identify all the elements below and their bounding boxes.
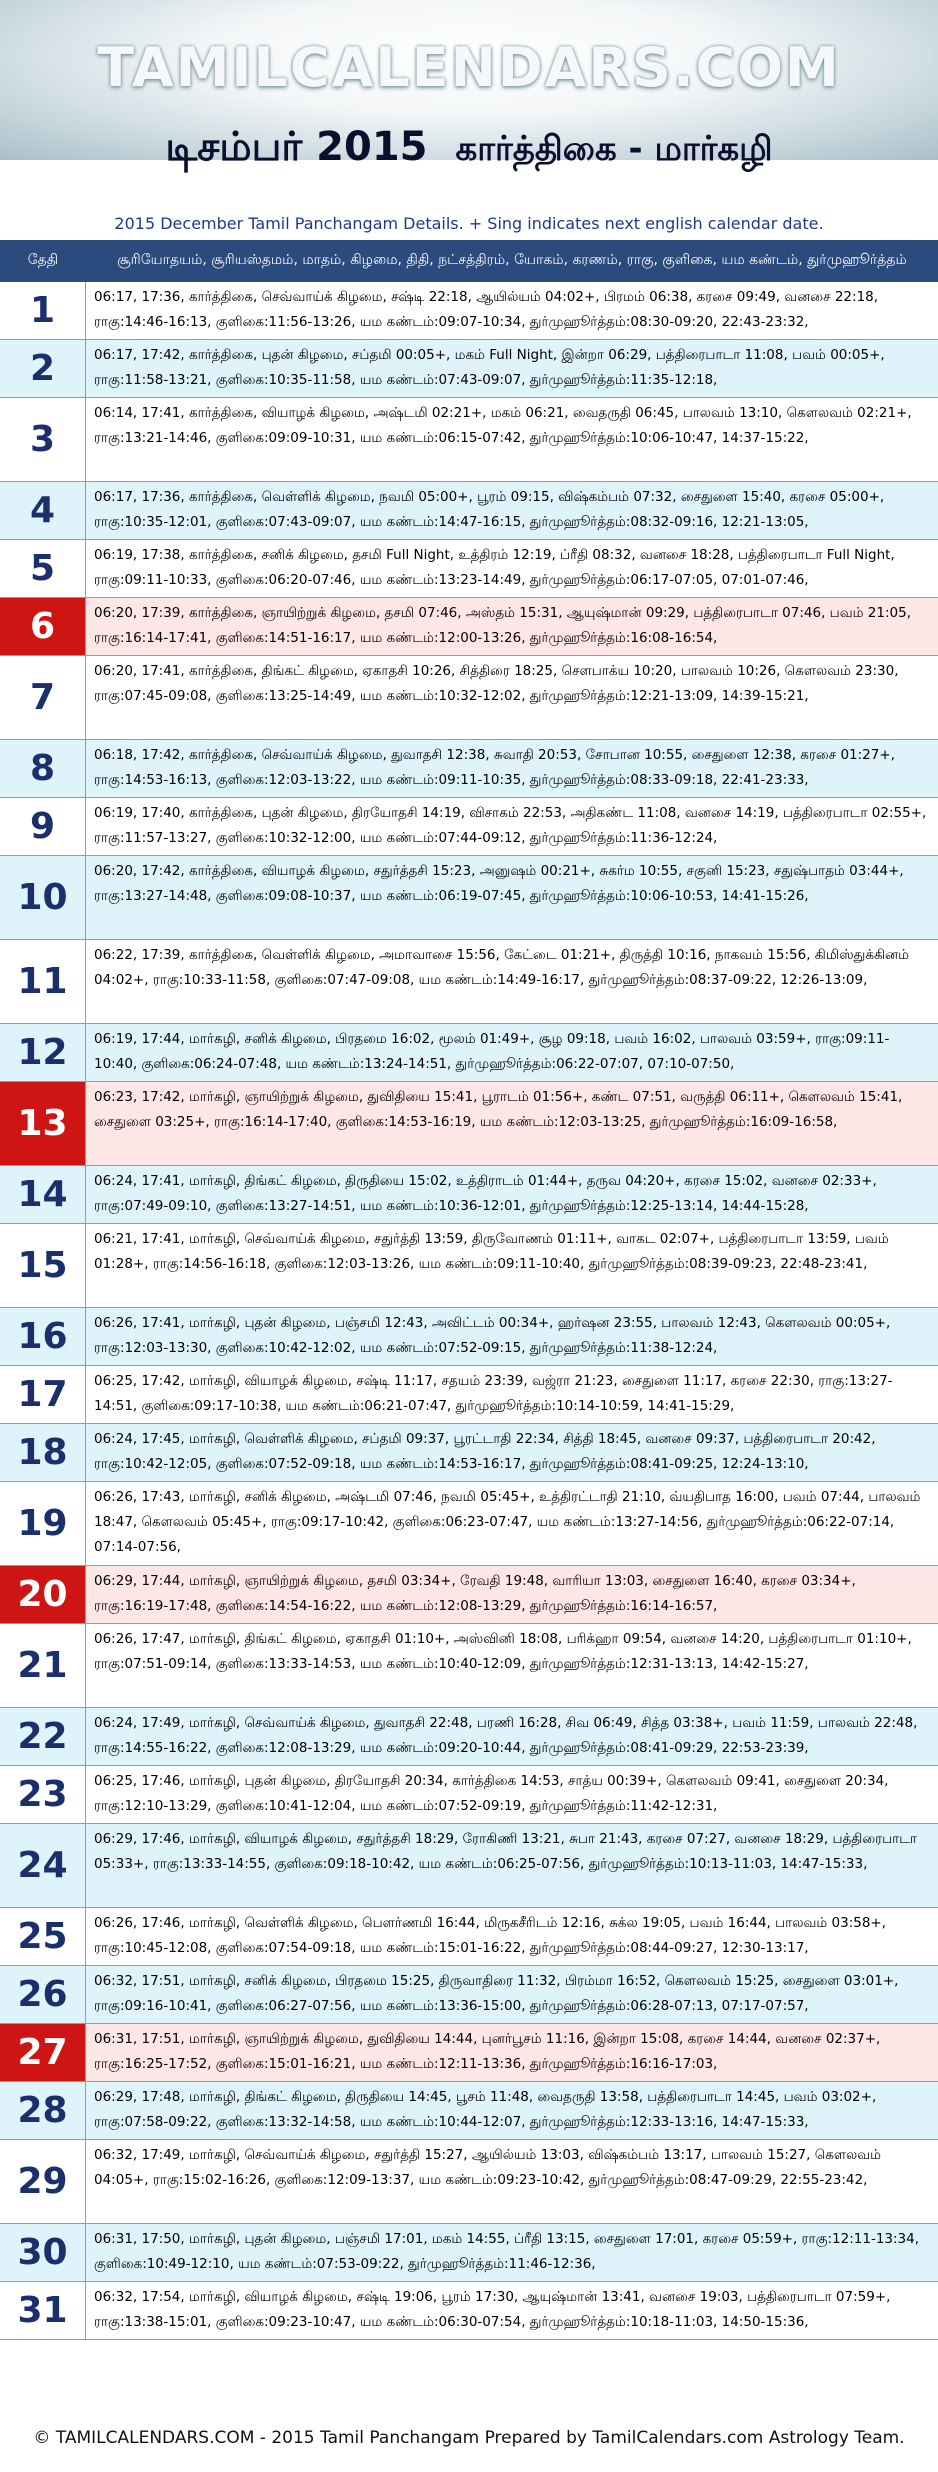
day-number: 9 xyxy=(0,798,86,855)
table-row xyxy=(0,482,938,540)
day-details: 06:24, 17:41, மார்கழி, திங்கட் கிழமை, திருதியை 15:02, உத்திராடம் 01:44+, தருவ 04:20+, கரசை 15:02, வனசை 02:33+, ராகு:07:49-09:10, குளிகை:13:27-14:51, யம கண்டம்:10:36-12:01, துர்முஹூர்த்தம்:12:25-13:14, 14:44-15:28, xyxy=(94,1173,877,1214)
day-number: 29 xyxy=(0,2140,86,2223)
table-row xyxy=(0,1966,938,2024)
day-details: 06:17, 17:42, கார்த்திகை, புதன் கிழமை, சப்தமி 00:05+, மகம் Full Night, இன்றா 06:29, பத்திரைபாடா 11:08, பவம் 00:05+, ராகு:11:58-13:21, குளிகை:10:35-11:58, யம கண்டம்:07:43-09:07, துர்முஹூர்த்தம்:11:35-12:18, xyxy=(94,347,885,388)
day-details: 06:23, 17:42, மார்கழி, ஞாயிற்றுக் கிழமை, துவிதியை 15:41, பூராடம் 01:56+, கண்ட 07:51, வருத்தி 06:11+, கௌலவம் 15:41, சைதுளை 03:25+, ராகு:16:14-17:40, குளிகை:14:53-16:19, யம கண்டம்:12:03-13:25, துர்முஹூர்த்தம்:16:09-16:58, xyxy=(94,1089,903,1130)
table-row xyxy=(0,1166,938,1224)
day-number: 13 xyxy=(0,1082,86,1165)
table-row xyxy=(0,1824,938,1908)
table-row xyxy=(0,1308,938,1366)
table-row xyxy=(0,340,938,398)
day-number: 26 xyxy=(0,1966,86,2023)
day-number: 1 xyxy=(0,282,86,339)
day-details: 06:17, 17:36, கார்த்திகை, செவ்வாய்க் கிழமை, சஷ்டி 22:18, ஆயில்யம் 04:02+, பிரமம் 06:38, கரசை 09:49, வனசை 22:18, ராகு:14:46-16:13, குளிகை:11:56-13:26, யம கண்டம்:09:07-10:34, துர்முஹூர்த்தம்:08:30-09:20, 22:43-23:32, xyxy=(94,289,879,330)
day-details: 06:26, 17:41, மார்கழி, புதன் கிழமை, பஞ்சமி 12:43, அவிட்டம் 00:34+, ஹர்ஷன 23:55, பாலவம் 12:43, கௌலவம் 00:05+, ராகு:12:03-13:30, குளிகை:10:42-12:02, யம கண்டம்:07:52-09:15, துர்முஹூர்த்தம்:11:38-12:24, xyxy=(94,1315,891,1356)
table-row xyxy=(0,798,938,856)
table-row xyxy=(0,398,938,482)
day-number: 3 xyxy=(0,398,86,481)
day-number: 17 xyxy=(0,1366,86,1423)
day-details: 06:20, 17:41, கார்த்திகை, திங்கட் கிழமை, ஏகாதசி 10:26, சித்திரை 18:25, சௌபாக்ய 10:20, பாலவம் 10:26, கௌலவம் 23:30, ராகு:07:45-09:08, குளிகை:13:25-14:49, யம கண்டம்:10:32-12:02, துர்முஹூர்த்தம்:12:21-13:09, 14:39-15:21, xyxy=(94,663,899,704)
day-number: 22 xyxy=(0,1708,86,1765)
table-row xyxy=(0,2224,938,2282)
day-details: 06:25, 17:42, மார்கழி, வியாழக் கிழமை, சஷ்டி 11:17, சதயம் 23:39, வஜ்ரா 21:23, சைதுளை 11:17, கரசை 22:30, ராகு:13:27-14:51, குளிகை:09:17-10:38, யம கண்டம்:06:21-07:47, துர்முஹூர்த்தம்:10:14-10:59, 14:41-15:29, xyxy=(94,1373,893,1414)
table-row xyxy=(0,598,938,656)
footer: © TAMILCALENDARS.COM - 2015 Tamil Panchangam Prepared by TamilCalendars.com Astrology Team. xyxy=(33,2428,905,2448)
day-number: 25 xyxy=(0,1908,86,1965)
table-row xyxy=(0,1766,938,1824)
day-details: 06:31, 17:50, மார்கழி, புதன் கிழமை, பஞ்சமி 17:01, மகம் 14:55, ப்ரீதி 13:15, சைதுளை 17:01, கரசை 05:59+, ராகு:12:11-13:34, குளிகை:10:49-12:10, யம கண்டம்:07:53-09:22, துர்முஹூர்த்தம்:11:46-12:36, xyxy=(94,2231,920,2272)
day-details: 06:26, 17:47, மார்கழி, திங்கட் கிழமை, ஏகாதசி 01:10+, அஸ்வினி 18:08, பரிக்ஹா 09:54, வனசை 14:20, பத்திரைபாடா 01:10+, ராகு:07:51-09:14, குளிகை:13:33-14:53, யம கண்டம்:10:40-12:09, துர்முஹூர்த்தம்:12:31-13:13, 14:42-15:27, xyxy=(94,1631,912,1672)
day-details: 06:32, 17:54, மார்கழி, வியாழக் கிழமை, சஷ்டி 19:06, பூரம் 17:30, ஆயுஷ்மான் 13:41, வனசை 19:03, பத்திரைபாடா 07:59+, ராகு:13:38-15:01, குளிகை:09:23-10:47, யம கண்டம்:06:30-07:54, துர்முஹூர்த்தம்:10:18-11:03, 14:50-15:36, xyxy=(94,2289,891,2330)
table-row xyxy=(0,2282,938,2340)
day-details: 06:17, 17:36, கார்த்திகை, வெள்ளிக் கிழமை, நவமி 05:00+, பூரம் 09:15, விஷ்கம்பம் 07:32, சைதுளை 15:40, கரசை 05:00+, ராகு:10:35-12:01, குளிகை:07:43-09:07, யம கண்டம்:14:47-16:15, துர்முஹூர்த்தம்:08:32-09:16, 12:21-13:05, xyxy=(94,489,885,530)
day-details: 06:26, 17:43, மார்கழி, சனிக் கிழமை, அஷ்டமி 07:46, நவமி 05:45+, உத்திரட்டாதி 21:10, வ்யதிபாத 16:00, பவம் 07:44, பாலவம் 18:47, கௌலவம் 05:45+, ராகு:09:17-10:42, குளிகை:06:23-07:47, யம கண்டம்:13:27-14:56, துர்முஹூர்த்தம்:06:22-07:14, 07:14-07:56, xyxy=(94,1489,921,1555)
table-row xyxy=(0,282,938,340)
day-details: 06:20, 17:42, கார்த்திகை, வியாழக் கிழமை, சதுர்த்தசி 15:23, அனுஷம் 00:21+, சுகர்ம 10:55, சகுனி 15:23, சதுஷ்பாதம் 03:44+, ராகு:13:27-14:48, குளிகை:09:08-10:37, யம கண்டம்:06:19-07:45, துர்முஹூர்த்தம்:10:06-10:53, 14:41-15:26, xyxy=(94,863,904,904)
table-header xyxy=(0,240,938,282)
table-row xyxy=(0,1624,938,1708)
day-number: 2 xyxy=(0,340,86,397)
day-number: 4 xyxy=(0,482,86,539)
table-row xyxy=(0,2082,938,2140)
table-row xyxy=(0,1024,938,1082)
day-details: 06:24, 17:45, மார்கழி, வெள்ளிக் கிழமை, சப்தமி 09:37, பூரட்டாதி 22:34, சித்தி 18:45, வனசை 09:37, பத்திரைபாடா 20:42, ராகு:10:42-12:05, குளிகை:07:52-09:18, யம கண்டம்:14:53-16:17, துர்முஹூர்த்தம்:08:41-09:25, 12:24-13:10, xyxy=(94,1431,876,1472)
title-tamil-months: கார்த்திகை - மார்கழி xyxy=(455,129,773,169)
day-details: 06:20, 17:39, கார்த்திகை, ஞாயிற்றுக் கிழமை, தசமி 07:46, அஸ்தம் 15:31, ஆயுஷ்மான் 09:29, பத்திரைபாடா 07:46, பவம் 21:05, ராகு:16:14-17:41, குளிகை:14:51-16:17, யம கண்டம்:12:00-13:26, துர்முஹூர்த்தம்:16:08-16:54, xyxy=(94,605,911,646)
day-details: 06:29, 17:44, மார்கழி, ஞாயிற்றுக் கிழமை, தசமி 03:34+, ரேவதி 19:48, வாரியா 13:03, சைதுளை 16:40, கரசை 03:34+, ராகு:16:19-17:48, குளிகை:14:54-16:22, யம கண்டம்:12:08-13:29, துர்முஹூர்த்தம்:16:14-16:57, xyxy=(94,1573,856,1614)
panchangam-table xyxy=(0,282,938,2340)
day-details: 06:24, 17:49, மார்கழி, செவ்வாய்க் கிழமை, துவாதசி 22:48, பரணி 16:28, சிவ 06:49, சித்த 03:38+, பவம் 11:59, பாலவம் 22:48, ராகு:14:55-16:22, குளிகை:12:08-13:29, யம கண்டம்:09:20-10:44, துர்முஹூர்த்தம்:08:41-09:29, 22:53-23:39, xyxy=(94,1715,918,1756)
day-number: 20 xyxy=(0,1566,86,1623)
day-number: 21 xyxy=(0,1624,86,1707)
day-details: 06:14, 17:41, கார்த்திகை, வியாழக் கிழமை, அஷ்டமி 02:21+, மகம் 06:21, வைதருதி 06:45, பாலவம் 13:10, கௌலவம் 02:21+, ராகு:13:21-14:46, குளிகை:09:09-10:31, யம கண்டம்:06:15-07:42, துர்முஹூர்த்தம்:10:06-10:47, 14:37-15:22, xyxy=(94,405,912,446)
day-details: 06:29, 17:46, மார்கழி, வியாழக் கிழமை, சதுர்த்தசி 18:29, ரோகிணி 13:21, சுபா 21:43, கரசை 07:27, வனசை 18:29, பத்திரைபாடா 05:33+, ராகு:13:33-14:55, குளிகை:09:18-10:42, யம கண்டம்:06:25-07:56, துர்முஹூர்த்தம்:10:13-11:03, 14:47-15:33, xyxy=(94,1831,917,1872)
table-row xyxy=(0,2024,938,2082)
day-number: 5 xyxy=(0,540,86,597)
page-subtitle: 2015 December Tamil Panchangam Details. + Sing indicates next english calendar date. xyxy=(114,214,824,233)
day-details: 06:18, 17:42, கார்த்திகை, செவ்வாய்க் கிழமை, துவாதசி 12:38, சுவாதி 20:53, சோபான 10:55, சைதுளை 12:38, கரசை 01:27+, ராகு:14:53-16:13, குளிகை:12:03-13:22, யம கண்டம்:09:11-10:35, துர்முஹூர்த்தம்:08:33-09:18, 22:41-23:33, xyxy=(94,747,895,788)
day-details: 06:21, 17:41, மார்கழி, செவ்வாய்க் கிழமை, சதுர்த்தி 13:59, திருவோணம் 01:11+, வாகட 02:07+, பத்திரைபாடா 13:59, பவம் 01:28+, ராகு:14:56-16:18, குளிகை:12:03-13:26, யம கண்டம்:09:11-10:40, துர்முஹூர்த்தம்:08:39-09:23, 22:48-23:41, xyxy=(94,1231,889,1272)
day-details: 06:25, 17:46, மார்கழி, புதன் கிழமை, திரயோதசி 20:34, கார்த்திகை 14:53, சாத்ய 00:39+, கௌலவம் 09:41, சைதுளை 20:34, ராகு:12:10-13:29, குளிகை:10:41-12:04, யம கண்டம்:07:52-09:19, துர்முஹூர்த்தம்:11:42-12:31, xyxy=(94,1773,889,1814)
table-row xyxy=(0,1424,938,1482)
table-row xyxy=(0,940,938,1024)
day-number: 11 xyxy=(0,940,86,1023)
day-number: 18 xyxy=(0,1424,86,1481)
site-logo[interactable]: TAMILCALENDARS.COM xyxy=(97,36,841,99)
day-number: 14 xyxy=(0,1166,86,1223)
day-number: 8 xyxy=(0,740,86,797)
title-month-year: டிசம்பர் 2015 xyxy=(165,124,428,170)
day-details: 06:19, 17:44, மார்கழி, சனிக் கிழமை, பிரதமை 16:02, மூலம் 01:49+, சூழ 09:18, பவம் 16:02, பாலவம் 03:59+, ராகு:09:11-10:40, குளிகை:06:24-07:48, யம கண்டம்:13:24-14:51, துர்முஹூர்த்தம்:06:22-07:07, 07:10-07:50, xyxy=(94,1031,890,1072)
day-details: 06:32, 17:49, மார்கழி, செவ்வாய்க் கிழமை, சதுர்த்தி 15:27, ஆயில்யம் 13:03, விஷ்கம்பம் 13:17, பாலவம் 15:27, கௌலவம் 04:05+, ராகு:15:02-16:26, குளிகை:12:09-13:37, யம கண்டம்:09:23-10:42, துர்முஹூர்த்தம்:08:47-09:29, 22:55-23:42, xyxy=(94,2147,882,2188)
day-number: 10 xyxy=(0,856,86,939)
table-row xyxy=(0,2140,938,2224)
table-row xyxy=(0,856,938,940)
day-number: 15 xyxy=(0,1224,86,1307)
header-banner xyxy=(0,0,938,170)
table-row xyxy=(0,1366,938,1424)
day-details: 06:29, 17:48, மார்கழி, திங்கட் கிழமை, திருதியை 14:45, பூசம் 11:48, வைதருதி 13:58, பத்திரைபாடா 14:45, பவம் 03:02+, ராகு:07:58-09:22, குளிகை:13:32-14:58, யம கண்டம்:10:44-12:07, துர்முஹூர்த்தம்:12:33-13:16, 14:47-15:33, xyxy=(94,2089,877,2130)
day-number: 28 xyxy=(0,2082,86,2139)
table-row xyxy=(0,1908,938,1966)
day-number: 16 xyxy=(0,1308,86,1365)
day-details: 06:26, 17:46, மார்கழி, வெள்ளிக் கிழமை, பௌர்ணமி 16:44, மிருகசீரிடம் 12:16, சுக்ல 19:05, பவம் 16:44, பாலவம் 03:58+, ராகு:10:45-12:08, குளிகை:07:54-09:18, யம கண்டம்:15:01-16:22, துர்முஹூர்த்தம்:08:44-09:27, 12:30-13:17, xyxy=(94,1915,887,1956)
day-number: 7 xyxy=(0,656,86,739)
day-number: 24 xyxy=(0,1824,86,1907)
table-row xyxy=(0,740,938,798)
day-number: 19 xyxy=(0,1482,86,1565)
day-number: 23 xyxy=(0,1766,86,1823)
day-number: 27 xyxy=(0,2024,86,2081)
table-row xyxy=(0,1082,938,1166)
table-row xyxy=(0,656,938,740)
table-row xyxy=(0,1482,938,1566)
table-row xyxy=(0,1224,938,1308)
day-details: 06:32, 17:51, மார்கழி, சனிக் கிழமை, பிரதமை 15:25, திருவாதிரை 11:32, பிரம்மா 16:52, கௌலவம் 15:25, சைதுளை 03:01+, ராகு:09:16-10:41, குளிகை:06:27-07:56, யம கண்டம்:13:36-15:00, துர்முஹூர்த்தம்:06:28-07:13, 07:17-07:57, xyxy=(94,1973,899,2014)
day-number: 6 xyxy=(0,598,86,655)
table-row xyxy=(0,1708,938,1766)
page-title xyxy=(0,124,938,175)
header-date: தேதி xyxy=(27,252,59,268)
day-number: 12 xyxy=(0,1024,86,1081)
day-details: 06:19, 17:40, கார்த்திகை, புதன் கிழமை, திரயோதசி 14:19, விசாகம் 22:53, அதிகண்ட 11:08, வனசை 14:19, பத்திரைபாடா 02:55+, ராகு:11:57-13:27, குளிகை:10:32-12:00, யம கண்டம்:07:44-09:12, துர்முஹூர்த்தம்:11:36-12:24, xyxy=(94,805,927,846)
day-details: 06:31, 17:51, மார்கழி, ஞாயிற்றுக் கிழமை, துவிதியை 14:44, புனர்பூசம் 11:16, இன்றா 15:08, கரசை 14:44, வனசை 02:37+, ராகு:16:25-17:52, குளிகை:15:01-16:21, யம கண்டம்:12:11-13:36, துர்முஹூர்த்தம்:16:16-17:03, xyxy=(94,2031,881,2072)
day-details: 06:19, 17:38, கார்த்திகை, சனிக் கிழமை, தசமி Full Night, உத்திரம் 12:19, ப்ரீதி 08:32, வனசை 18:28, பத்திரைபாடா Full Night, ராகு:09:11-10:33, குளிகை:06:20-07:46, யம கண்டம்:13:23-14:49, துர்முஹூர்த்தம்:06:17-07:05, 07:01-07:46, xyxy=(94,547,895,588)
day-details: 06:22, 17:39, கார்த்திகை, வெள்ளிக் கிழமை, அமாவாசை 15:56, கேட்டை 01:21+, திருத்தி 10:16, நாகவம் 15:56, கிமிஸ்துக்கினம் 04:02+, ராகு:10:33-11:58, குளிகை:07:47-09:08, யம கண்டம்:14:49-16:17, துர்முஹூர்த்தம்:08:37-09:22, 12:26-13:09, xyxy=(94,947,909,988)
header-details: சூரியோதயம், சூரியஸ்தமம், மாதம், கிழமை, திதி, நட்சத்திரம், யோகம், கரணம், ராகு, குளிகை, யம கண்டம், துர்முஹூர்த்தம் xyxy=(117,252,907,268)
table-row xyxy=(0,540,938,598)
table-row xyxy=(0,1566,938,1624)
day-number: 30 xyxy=(0,2224,86,2281)
day-number: 31 xyxy=(0,2282,86,2339)
